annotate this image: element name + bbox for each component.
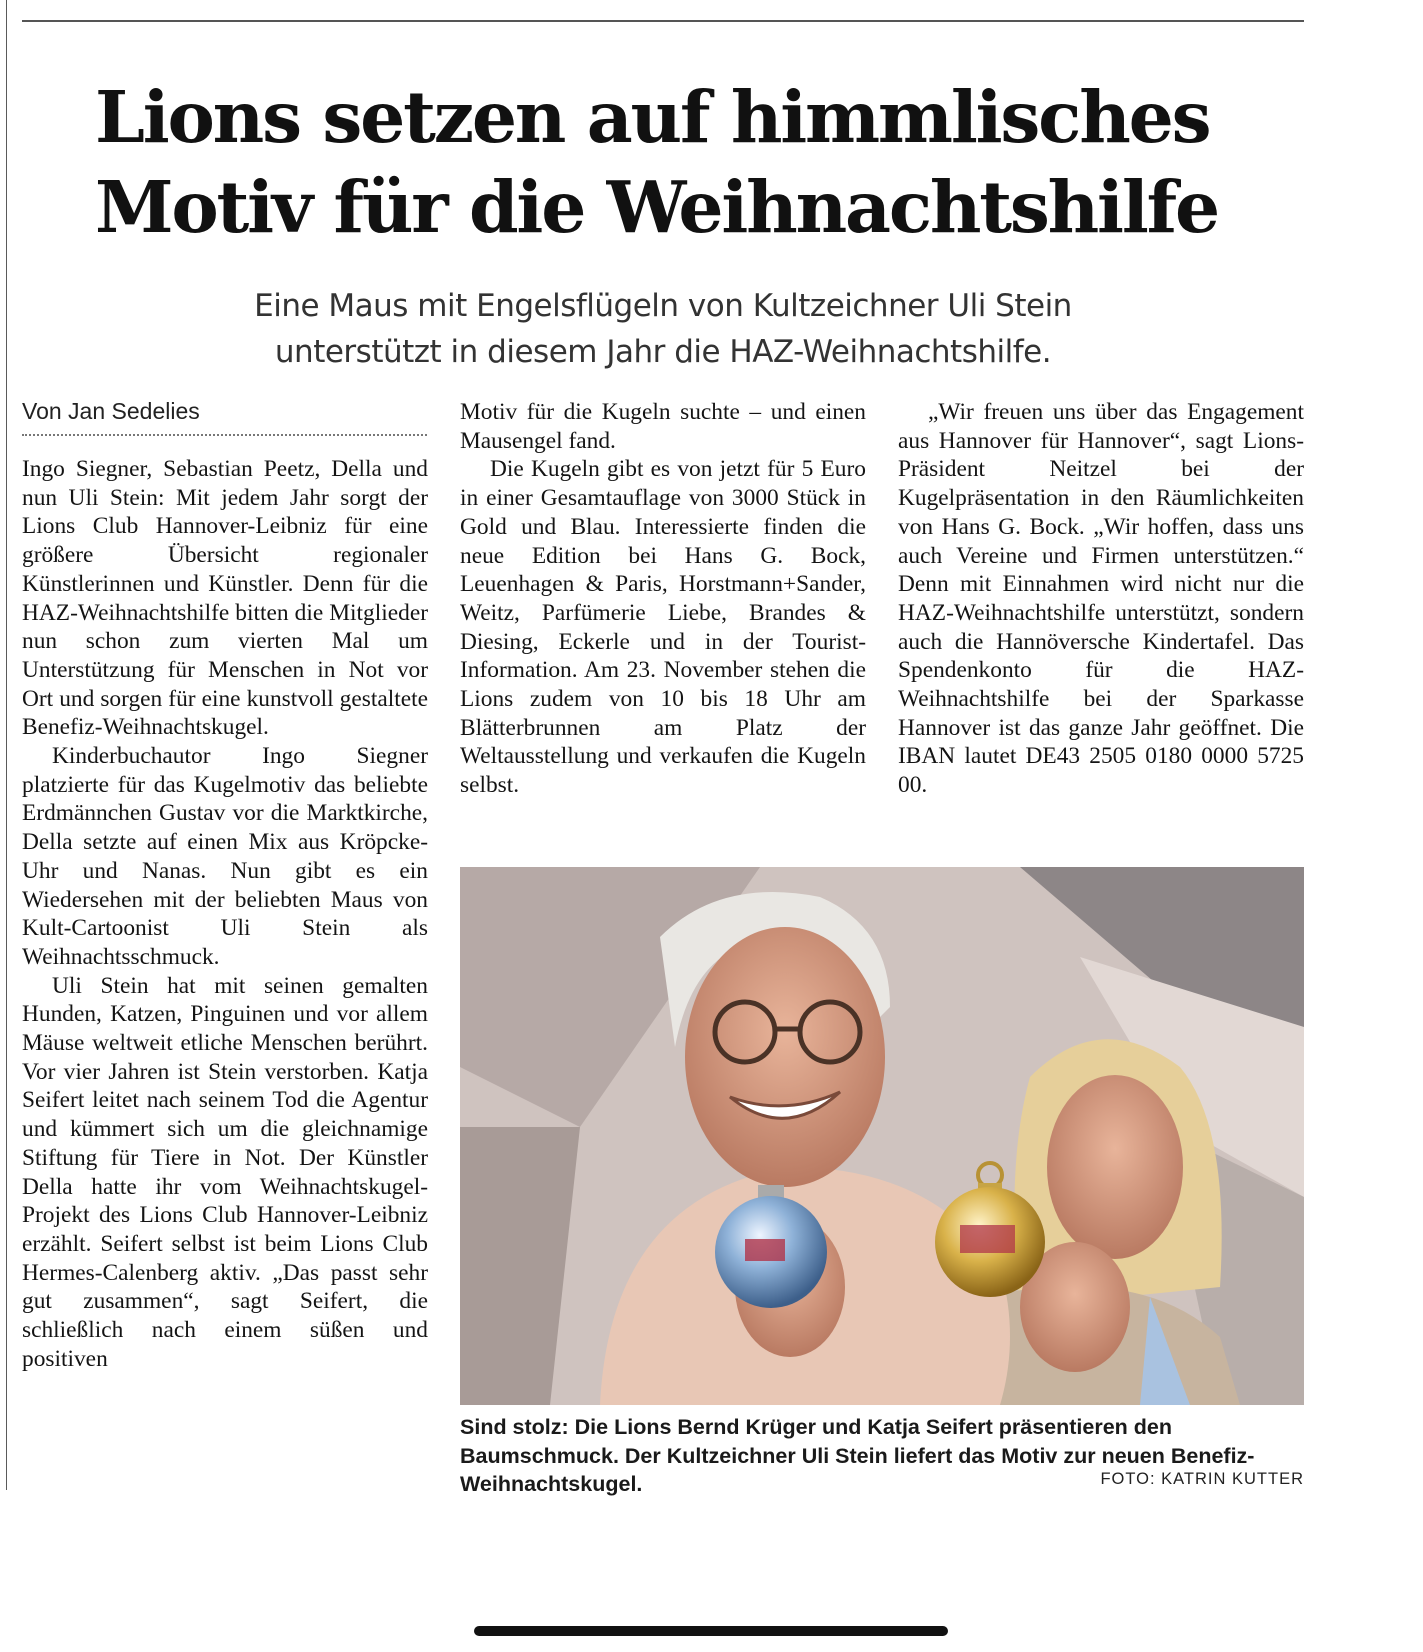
photo-caption: Sind stolz: Die Lions Bernd Krüger und Katja Seifert präsentieren den Baumschmuck. Der Kultzeichner Uli Stein liefert das Motiv zur neuen Benefiz-Weihnachtskugel. [460,1415,1255,1496]
headline-line-2: Motiv für die Weihnachtshilfe [95,165,1218,249]
article-column-2 [460,398,866,800]
headline [95,72,1355,252]
paragraph: Uli Stein hat mit seinen gemalten Hunden, Katzen, Pinguinen und vor allem Mäuse weltweit etliche Menschen berührt. Vor vier Jahren ist Stein verstorben. Katja Seifert leitet nach seinem Tod die Agentur und kümmert sich um die gleichnamige Stiftung für Tiere in Not. Der Künstler Della hatte ihr vom Weihnachtskugel-Projekt des Lions Club Hannover-Leibniz erzählt. Seifert selbst ist beim Lions Club Hermes-Calenberg aktiv. „Das passt sehr gut zusammen“, sagt Seifert, die schließlich nach einem süßen und positiven [22,972,428,1372]
subheadline [22,283,1304,375]
byline: Von Jan Sedelies [22,398,427,436]
subheadline-line-2: unterstützt in diesem Jahr die HAZ-Weihnachtshilfe. [274,334,1052,370]
paragraph: Die Kugeln gibt es von jetzt für 5 Euro in einer Gesamtauflage von 3000 Stück in Gold und Blau. Interessierte finden die neue Edition bei Hans G. Bock, Leuenhagen & Paris, Horstmann+Sander, Weitz, Parfümerie Liebe, Brandes & Diesing, Eckerle und in der Tourist-Information. Am 23. November stehen die Lions zudem von 10 bis 18 Uhr am Blätterbrunnen am Platz der Weltausstellung und verkaufen die Kugeln selbst. [460,456,866,799]
paragraph: Kinderbuchautor Ingo Siegner platzierte für das Kugelmotiv das beliebte Erdmännchen Gustav vor die Marktkirche, Della setzte auf einen Mix aus Kröpcke-Uhr und Nanas. Nun gibt es ein Wiedersehen mit der beliebten Maus von Kult-Cartoonist Uli Stein als Weihnachtsschmuck. [22,743,428,970]
paragraph: Motiv für die Kugeln suchte – und einen Mausengel fand. [460,399,866,454]
article-column-3 [898,398,1304,800]
top-rule [22,20,1304,22]
article-column-1 [22,455,428,1480]
article-photo [460,867,1304,1405]
left-margin-rule [6,0,7,1490]
paragraph: „Wir freuen uns über das Engagement aus Hannover für Hannover“, sagt Lions-Präsident Neitzel bei der Kugelpräsentation in den Räumlichkeiten von Hans G. Bock. „Wir hoffen, dass uns auch Vereine und Firmen unterstützen.“ Denn mit Einnahmen wird nicht nur die HAZ-Weihnachtshilfe unterstützt, sondern auch die Hannöversche Kindertafel. Das Spendenkonto für die HAZ-Weihnachtshilfe bei der Sparkasse Hannover ist das ganze Jahr geöffnet. Die IBAN lautet DE43 2505 0180 0000 5725 00. [898,399,1304,799]
photo-credit: FOTO: KATRIN KUTTER [1100,1470,1304,1488]
subheadline-line-1: Eine Maus mit Engelsflügeln von Kultzeichner Uli Stein [254,288,1072,324]
headline-line-1: Lions setzen auf himmlisches [95,75,1210,159]
home-indicator[interactable] [474,1626,948,1636]
paragraph: Ingo Siegner, Sebastian Peetz, Della und nun Uli Stein: Mit jedem Jahr sorgt der Lions Club Hannover-Leibniz für eine größere Übersicht regionaler Künstlerinnen und Künstler. Denn für die HAZ-Weihnachtshilfe bitten die Mitglieder nun schon zum vierten Mal um Unterstützung für Menschen in Not vor Ort und sorgen für eine kunstvoll gestaltete Benefiz-Weihnachtskugel. [22,456,428,741]
